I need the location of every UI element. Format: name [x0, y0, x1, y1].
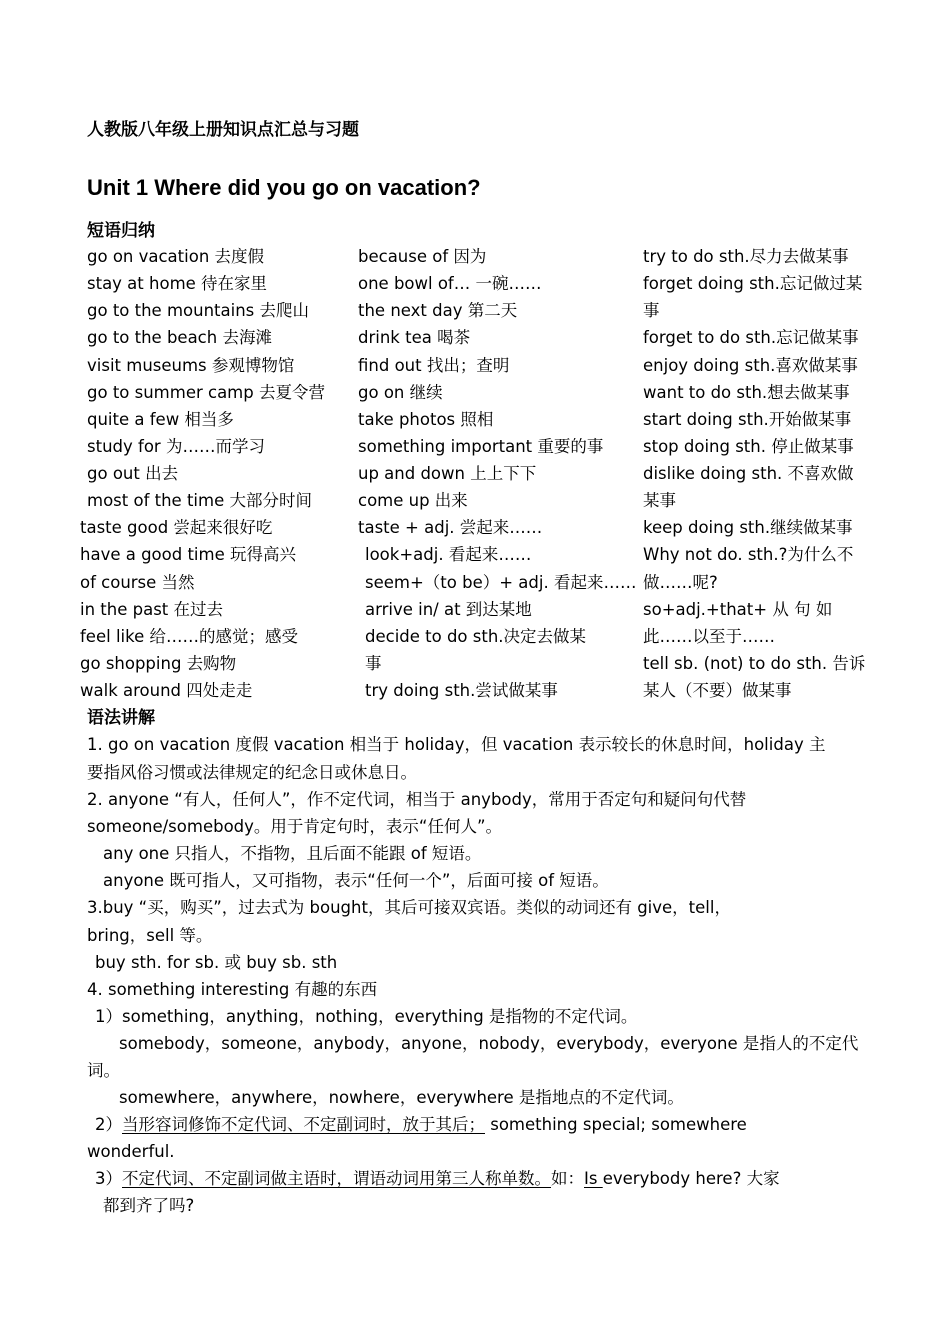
phrase-item: taste + adj. 尝起来……: [358, 518, 543, 537]
phrase-item: stop doing sth. 停止做某事: [643, 437, 854, 456]
phrase-item: 做……呢?: [643, 573, 718, 592]
phrase-item: decide to do sth.决定去做某: [365, 627, 587, 646]
phrase-item: walk around 四处走走: [80, 681, 253, 700]
phrase-item: forget to do sth.忘记做某事: [643, 328, 859, 347]
phrase-item: most of the time 大部分时间: [87, 491, 312, 510]
phrase-item: take photos 照相: [358, 410, 494, 429]
grammar-line: somewhere，anywhere，nowhere，everywhere 是指地点的不定代词。: [119, 1088, 684, 1107]
phrase-item: because of 因为: [358, 247, 487, 266]
phrase-item: one bowl of… 一碗……: [358, 274, 542, 293]
underlined-verb: Is: [584, 1169, 603, 1188]
underlined-rule: 不定代词、不定副词做主语时，谓语动词用第三人称单数。: [122, 1169, 551, 1188]
phrase-item: of course 当然: [80, 573, 195, 592]
phrase-item: want to do sth.想去做某事: [643, 383, 850, 402]
phrase-item: go to summer camp 去夏令营: [87, 383, 325, 402]
grammar-line-rule-3: [95, 1169, 780, 1189]
phrase-item: dislike doing sth. 不喜欢做: [643, 464, 854, 483]
phrase-item: try doing sth.尝试做某事: [365, 681, 558, 700]
phrase-item: go to the beach 去海滩: [87, 328, 272, 347]
phrase-item: go on 继续: [358, 383, 443, 402]
phrase-item: so+adj.+that+ 从 句 如: [643, 600, 833, 619]
rule-example: something special; somewhere: [485, 1115, 747, 1134]
rule-number: 3）: [95, 1169, 122, 1188]
grammar-line-rule-2: [95, 1115, 747, 1135]
phrase-item: up and down 上上下下: [358, 464, 537, 483]
phrase-item: drink tea 喝茶: [358, 328, 471, 347]
phrase-item: 事: [643, 301, 660, 320]
phrase-item: quite a few 相当多: [87, 410, 234, 429]
grammar-line: 1. go on vacation 度假 vacation 相当于 holiday，但 vacation 表示较长的休息时间，holiday 主: [87, 735, 826, 754]
grammar-line: buy sth. for sb. 或 buy sb. sth: [95, 953, 338, 972]
grammar-line: 词。: [87, 1061, 120, 1080]
grammar-line: 3.buy “买，购买”，过去式为 bought，其后可接双宾语。类似的动词还有 give，tell，: [87, 898, 731, 917]
phrase-item: go out 出去: [87, 464, 179, 483]
grammar-line: anyone 既可指人，又可指物，表示“任何一个”，后面可接 of 短语。: [103, 871, 609, 890]
phrase-item: Why not do. sth.?为什么不: [643, 545, 854, 564]
phrase-item: 某人（不要）做某事: [643, 681, 792, 700]
phrase-item: 事: [365, 654, 382, 673]
rule-example-label: 如：: [551, 1169, 584, 1188]
phrase-item: in the past 在过去: [80, 600, 224, 619]
rule-number: 2）: [95, 1115, 122, 1134]
grammar-line: 要指风俗习惯或法律规定的纪念日或休息日。: [87, 763, 417, 782]
phrase-item: have a good time 玩得高兴: [80, 545, 296, 564]
phrase-item: 某事: [643, 491, 676, 510]
phrases-heading: 短语归纳: [87, 221, 155, 241]
phrase-item: study for 为……而学习: [87, 437, 265, 456]
phrase-item: taste good 尝起来很好吃: [80, 518, 273, 537]
phrase-item: feel like 给……的感觉；感受: [80, 627, 298, 646]
phrase-item: seem+（to be）+ adj. 看起来……: [365, 573, 637, 592]
phrase-item: find out 找出；查明: [358, 356, 510, 375]
grammar-line: 都到齐了吗?: [103, 1196, 195, 1215]
grammar-line: 1）something，anything，nothing，everything 是指物的不定代词。: [95, 1007, 638, 1026]
phrase-item: tell sb. (not) to do sth. 告诉: [643, 654, 866, 673]
phrase-item: 此……以至于……: [643, 627, 775, 646]
grammar-line: wonderful.: [87, 1142, 175, 1161]
phrase-item: start doing sth.开始做某事: [643, 410, 852, 429]
grammar-line: 4. something interesting 有趣的东西: [87, 980, 378, 999]
phrase-item: arrive in/ at 到达某地: [365, 600, 532, 619]
grammar-line: bring，sell 等。: [87, 926, 213, 945]
phrase-item: visit museums 参观博物馆: [87, 356, 295, 375]
unit-title: Unit 1 Where did you go on vacation?: [87, 175, 481, 200]
phrase-item: go shopping 去购物: [80, 654, 237, 673]
rule-example: everybody here? 大家: [602, 1169, 780, 1188]
phrase-item: stay at home 待在家里: [87, 274, 268, 293]
document-title: 人教版八年级上册知识点汇总与习题: [87, 120, 359, 140]
phrase-item: go to the mountains 去爬山: [87, 301, 309, 320]
phrase-item: go on vacation 去度假: [87, 247, 265, 266]
phrase-item: try to do sth.尽力去做某事: [643, 247, 849, 266]
grammar-line: any one 只指人，不指物，且后面不能跟 of 短语。: [103, 844, 482, 863]
phrase-item: come up 出来: [358, 491, 468, 510]
phrase-item: something important 重要的事: [358, 437, 604, 456]
grammar-heading: 语法讲解: [87, 708, 155, 728]
grammar-line: someone/somebody。用于肯定句时，表示“任何人”。: [87, 817, 502, 836]
phrase-item: the next day 第二天: [358, 301, 518, 320]
grammar-line: somebody，someone，anybody，anyone，nobody，everybody，everyone 是指人的不定代: [119, 1034, 859, 1053]
phrase-item: keep doing sth.继续做某事: [643, 518, 853, 537]
underlined-rule: 当形容词修饰不定代词、不定副词时，放于其后；: [122, 1115, 485, 1134]
phrase-item: enjoy doing sth.喜欢做某事: [643, 356, 858, 375]
phrase-item: look+adj. 看起来……: [365, 545, 532, 564]
phrase-item: forget doing sth.忘记做过某: [643, 274, 863, 293]
grammar-line: 2. anyone “有人，任何人”，作不定代词，相当于 anybody，常用于否定句和疑问句代替: [87, 790, 747, 809]
